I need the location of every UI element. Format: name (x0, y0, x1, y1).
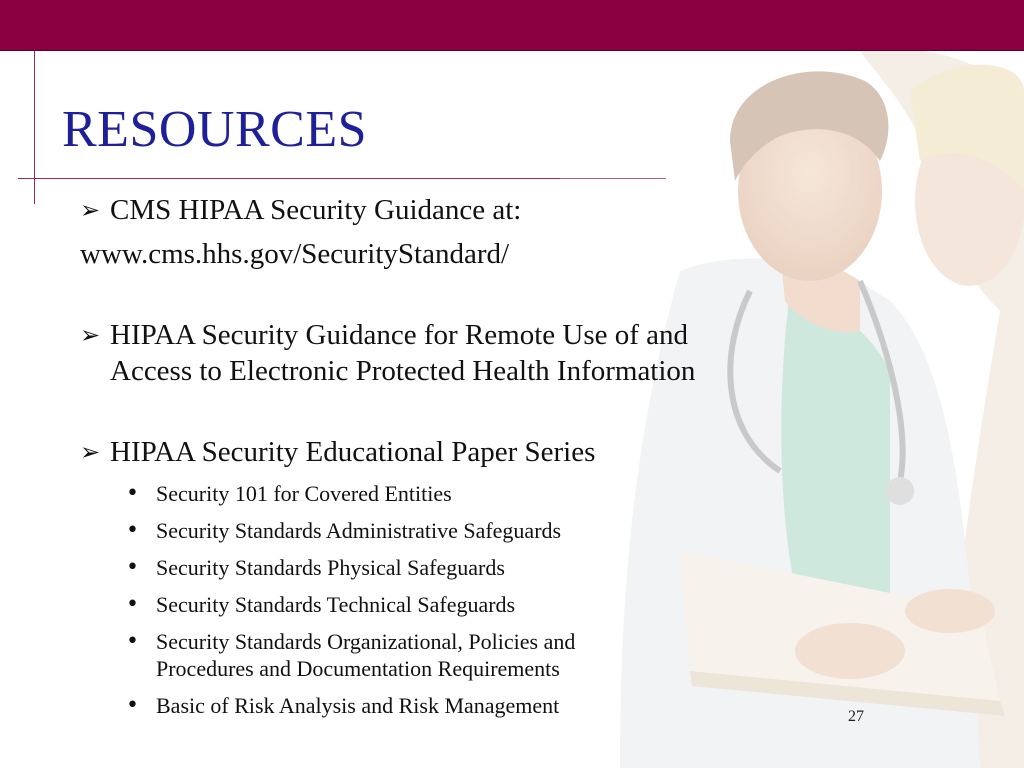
list-item: • Security Standards Technical Safeguards (126, 592, 516, 617)
accent-vertical-line (34, 51, 35, 204)
bullet-text: CMS HIPAA Security Guidance at: (110, 194, 522, 226)
bullet-cms-guidance (80, 192, 820, 228)
bullet-text: HIPAA Security Educational Paper Series (110, 436, 596, 468)
list-item: • Security Standards Physical Safeguards (126, 555, 505, 580)
dot-bullet-icon: • (126, 555, 139, 580)
list-item: • Security Standards Administrative Safeguards (126, 518, 562, 543)
page-number: 27 (848, 708, 864, 725)
slide-content (80, 192, 820, 719)
top-banner (0, 0, 1024, 51)
arrow-bullet-icon: ➢ (80, 321, 101, 349)
paper-series-list (80, 480, 820, 719)
bullet-remote-use-guidance (80, 317, 820, 389)
dot-bullet-icon: • (126, 693, 139, 718)
slide-title: RESOURCES (62, 101, 368, 158)
arrow-bullet-icon: ➢ (80, 438, 101, 466)
bullet-text-line2: Access to Electronic Protected Health Information (110, 355, 696, 387)
arrow-bullet-icon: ➢ (80, 196, 101, 224)
list-item: • Basic of Risk Analysis and Risk Management (126, 693, 560, 718)
bullet-text-line1: HIPAA Security Guidance for Remote Use of and (110, 319, 689, 351)
cms-url-link[interactable]: www.cms.hhs.gov/SecurityStandard/ (80, 238, 510, 270)
list-item: • Security Standards Organizational, Policies and Procedures and Documentation Requirements (126, 629, 576, 681)
list-item: • Security 101 for Covered Entities (126, 481, 452, 506)
dot-bullet-icon: • (126, 481, 139, 506)
dot-bullet-icon: • (126, 518, 139, 543)
bullet-paper-series (80, 434, 820, 470)
dot-bullet-icon: • (126, 592, 139, 617)
dot-bullet-icon: • (126, 629, 139, 654)
